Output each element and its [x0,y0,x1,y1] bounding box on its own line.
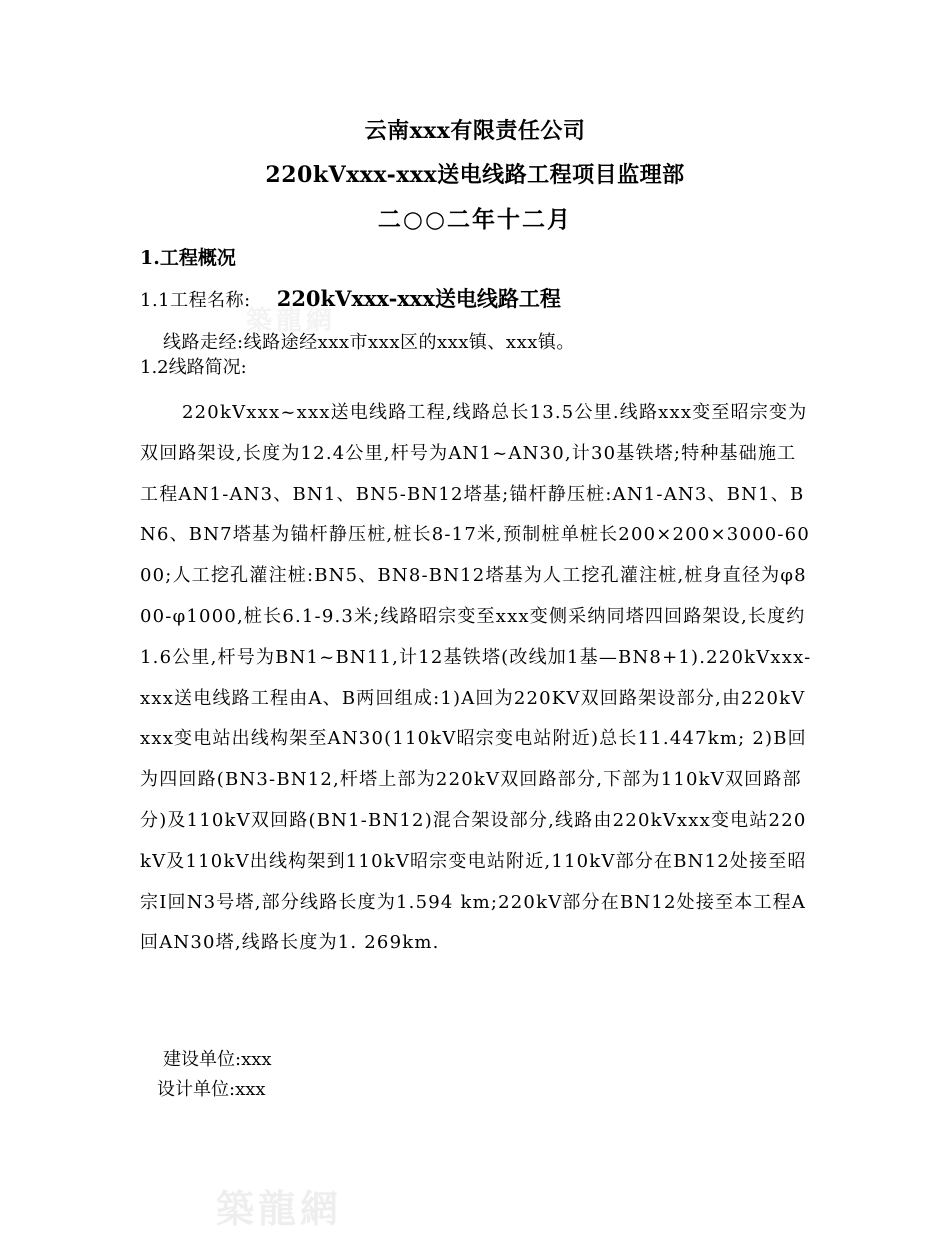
project-name-label: 1.1工程名称: [140,290,251,311]
construction-unit: 建设单位:xxx [163,1049,272,1070]
department-title: 220kVxxx-xxx送电线路工程项目监理部 [265,162,685,188]
route-line: 线路走经:线路途经xxx市xxx区的xxx镇、xxx镇。 [163,332,575,353]
watermark-top: 築龍網 [246,306,337,336]
section-heading: 1.工程概况 [140,247,236,269]
project-name-row [140,283,561,313]
project-name-value: 220kVxxx-xxx送电线路工程 [276,286,561,311]
overview-paragraph: 220kVxxx~xxx送电线路工程,线路总长13.5公里.线路xxx变至昭宗变为双回路架设,长度为12.4公里,杆号为AN1~AN30,计30基铁塔;特种基础施工工程AN1-AN3、BN1、BN5-BN12塔基;锚杆静压桩:AN1-AN3、BN1、BN6、BN7塔基为锚杆静压桩,桩长8-17米,预制桩单桩长200×200×3000-6000;人工挖孔灌注桩:BN5、BN8-BN12塔基为人工挖孔灌注桩,桩身直径为φ800-φ1000,桩长6.1-9.3米;线路昭宗变至xxx变侧采纳同塔四回路架设,长度约1.6公里,杆号为BN1~BN11,计12基铁塔(改线加1基—BN8+1).220kVxxx-xxx送电线路工程由A、B两回组成:1)A回为220KV双回路架设部分,由220kVxxx变电站出线构架至AN30(110kV昭宗变电站附近)总长11.447km; 2)B回为四回路(BN3-BN12,杆塔上部为220kV双回路部分,下部为110kV双回路部分)及110kV双回路(BN1-BN12)混合架设部分,线路由220kVxxx变电站220kV及110kV出线构架到110kV昭宗变电站附近,110kV部分在BN12处接至昭宗Ⅰ回N3号塔,部分线路长度为1.594 km;220kV部分在BN12处接至本工程A回AN30塔,线路长度为1. 269km. [140,402,812,954]
watermark-bottom: 築龍網 [216,1187,343,1231]
design-unit: 设计单位:xxx [157,1079,266,1100]
overview-label: 1.2线路简况: [140,357,247,378]
document-date: 二○○二年十二月 [377,206,573,233]
company-title: 云南xxx有限责任公司 [364,118,586,144]
